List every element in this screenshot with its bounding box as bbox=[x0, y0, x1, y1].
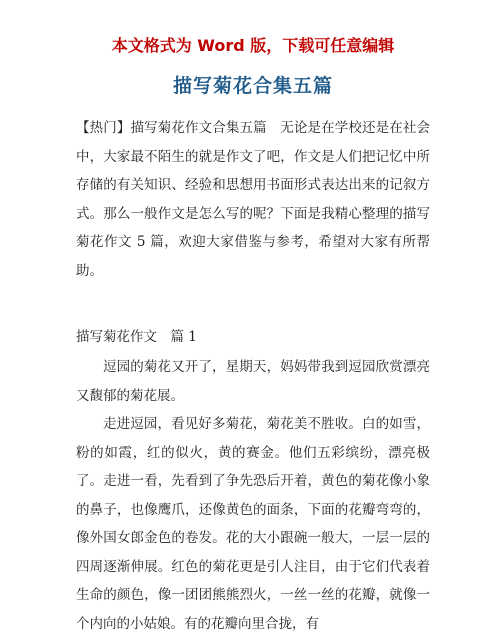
intro-text: 描写菊花作文合集五篇 无论是在学校还是在社会中，大家最不陌生的就是作文了吧，作文是人们把记忆中所存储的有关知识、经验和思想用书面形式表达出来的记叙方式。那么一般作文是怎么写的呢？下面是我精心整理的描写菊花作文 5 篇，欢迎大家借鉴与参考，希望对大家有所帮助。 bbox=[76, 120, 431, 279]
word-format-banner: 本文格式为 Word 版，下载可任意编辑 bbox=[111, 36, 395, 55]
document-page bbox=[0, 36, 500, 632]
document-title: 描写菊花合集五篇 bbox=[172, 75, 333, 97]
section-heading: 描写菊花作文 篇 1 bbox=[76, 329, 197, 345]
body-paragraph: 走进逗园，看见好多菊花，菊花美不胜收。白的如雪，粉的如霞，红的似火，黄的赛金。他们五彩缤纷，漂亮极了。走进一看，先看到了争先恐后开着，黄色的菊花像小象的鼻子，也像鹰爪，还像黄色的面条，下面的花瓣弯弯的，像外国女郎金色的卷发。花的大小跟碗一般大，一层一层的四周逐渐伸展。红色的菊花更是引人注目，由于它们代表着生命的颜色，像一团团熊熊烈火，一丝一丝的花瓣，就像一个内向的小姑娘。有的花瓣向里合拢，有 bbox=[76, 416, 430, 632]
intro-paragraph bbox=[76, 114, 430, 285]
body-paragraph: 逗园的菊花又开了，星期天，妈妈带我到逗园欣赏漂亮又馥郁的菊花展。 bbox=[76, 359, 430, 404]
hot-tag: 【热门】 bbox=[76, 120, 131, 136]
